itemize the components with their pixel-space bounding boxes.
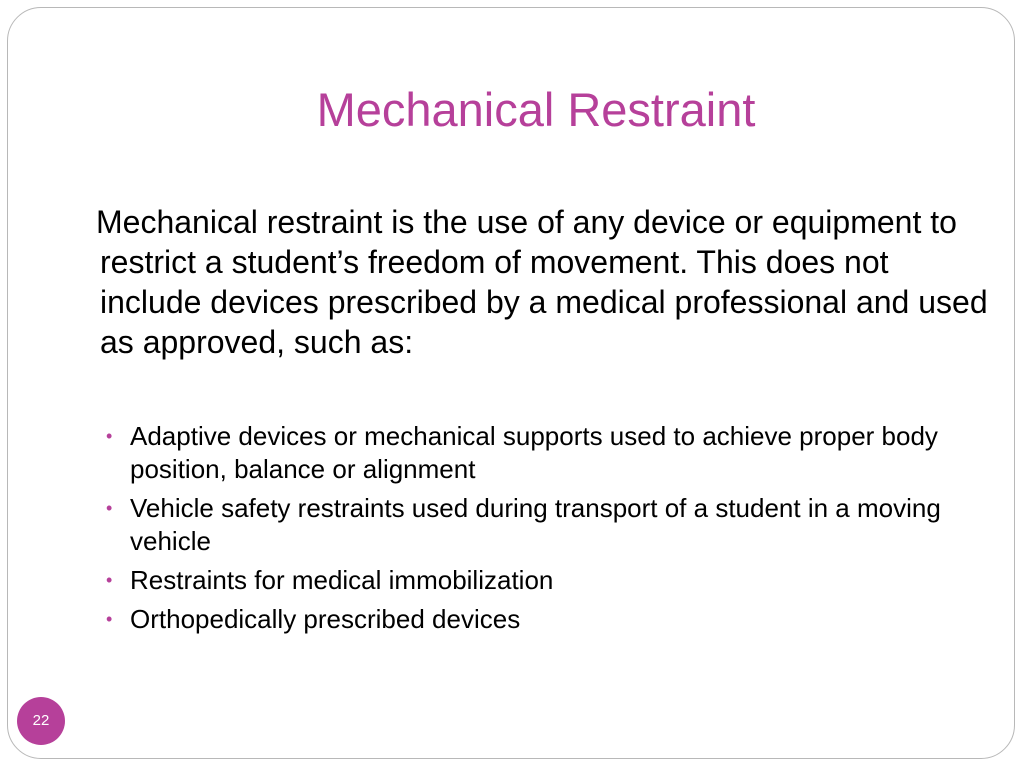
list-item-text: Adaptive devices or mechanical supports used to achieve proper body position, balance or alignment [130, 421, 938, 484]
bullet-dot-icon: • [106, 609, 113, 629]
slide-title: Mechanical Restraint [316, 83, 756, 136]
bullet-dot-icon: • [106, 498, 113, 518]
bullet-dot-icon: • [106, 426, 113, 446]
list-item-text: Orthopedically prescribed devices [130, 604, 521, 634]
bullet-dot-icon: • [106, 570, 113, 590]
list-item-text: Restraints for medical immobilization [130, 565, 554, 595]
list-item [106, 603, 986, 636]
bullet-list [106, 420, 986, 642]
list-item [106, 564, 986, 597]
body-paragraph: Mechanical restraint is the use of any device or equipment to restrict a student’s freedom of movement. This does not include devices prescribed by a medical professional and used as approved, such as: [96, 204, 988, 360]
list-item-text: Vehicle safety restraints used during transport of a student in a moving vehicle [130, 493, 941, 556]
page-number-badge: 22 [17, 697, 65, 745]
list-item [106, 492, 986, 558]
list-item [106, 420, 986, 486]
